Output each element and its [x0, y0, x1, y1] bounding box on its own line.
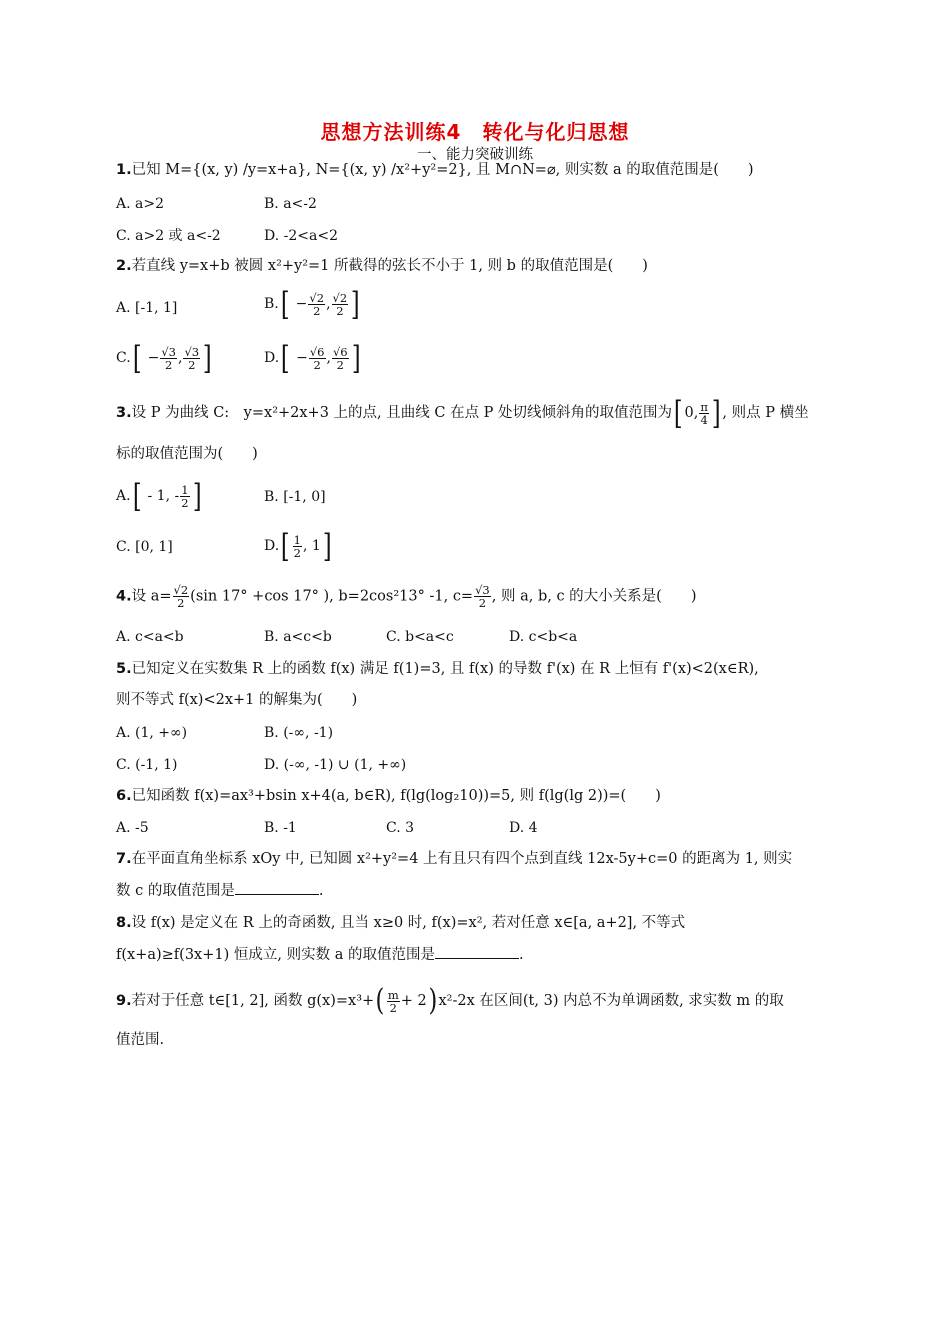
question-9-cont: 值范围. — [116, 1032, 165, 1048]
q1-option-b: B. a<-2 — [264, 196, 317, 212]
question-stem: 已知 M={(x, y) /y=x+a}, N={(x, y) /x²+y²=2}, 且 M∩N=⌀, 则实数 a 的取值范围是( ) — [131, 162, 754, 178]
q4-option-a: A. c<a<b — [116, 629, 184, 645]
q1-option-d: D. -2<a<2 — [264, 228, 338, 244]
section-subtitle: 一、能力突破训练 — [417, 147, 533, 163]
q2-option-b: B.[ − $\frac{√2}{2}$ , $\frac{√2}{2}$ ] — [264, 285, 360, 323]
question-number: 2. — [116, 258, 132, 274]
q5-option-c: C. (-1, 1) — [116, 757, 178, 773]
page-title: 思想方法训练4 转化与化归思想 — [320, 120, 630, 144]
q2-option-a: A. [-1, 1] — [116, 300, 178, 316]
question-stem: 若直线 y=x+b 被圆 x²+y²=1 所截得的弦长不小于 1, 则 b 的取值范围是( ) — [131, 258, 648, 274]
question-7-cont: 数 c 的取值范围是 . — [116, 883, 324, 899]
question-number: 3. — [116, 405, 132, 421]
question-5: 5.已知定义在实数集 R 上的函数 f(x) 满足 f(1)=3, 且 f(x) 的导数 f'(x) 在 R 上恒有 f'(x)<2(x∈R), — [116, 661, 759, 677]
answer-blank[interactable] — [435, 946, 519, 959]
question-8: 8.设 f(x) 是定义在 R 上的奇函数, 且当 x≥0 时, f(x)=x², 若对任意 x∈[a, a+2], 不等式 — [116, 915, 686, 931]
question-number: 9. — [116, 993, 132, 1009]
question-6: 6.已知函数 f(x)=ax³+bsin x+4(a, b∈R), f(lg(log₂10))=5, 则 f(lg(lg 2))=( ) — [116, 788, 661, 804]
question-7: 7.在平面直角坐标系 xOy 中, 已知圆 x²+y²=4 上有且只有四个点到直线 12x-5y+c=0 的距离为 1, 则实 — [116, 851, 793, 867]
question-stem: 设 P 为曲线 C: y=x²+2x+3 上的点, 且曲线 C 在点 P 处切线倾斜角的取值范围为 — [131, 405, 673, 421]
question-3: 3.设 P 为曲线 C: y=x²+2x+3 上的点, 且曲线 C 在点 P 处切线倾斜角的取值范围为[ 0, $\frac{\pi}{4}$ ] , 则点 P 横坐 — [116, 394, 809, 432]
question-9: 9.若对于任意 t∈[1, 2], 函数 g(x)=x³+( $\frac{m}{2}$ + 2)x²-2x 在区间(t, 3) 内总不为单调函数, 求实数 m 的取 — [116, 983, 784, 1018]
q2-option-c: C.[ − $\frac{√3}{2}$ , $\frac{√3}{2}$ ] — [116, 339, 212, 377]
question-8-cont: f(x+a)≥f(3x+1) 恒成立, 则实数 a 的取值范围是 . — [116, 947, 524, 963]
question-3-cont: 标的取值范围为( ) — [116, 446, 258, 462]
q3-option-b: B. [-1, 0] — [264, 489, 326, 505]
q2-option-d: D.[ − $\frac{√6}{2}$ , $\frac{√6}{2}$ ] — [264, 339, 361, 377]
q6-option-a: A. -5 — [116, 820, 149, 836]
question-number: 4. — [116, 588, 132, 605]
question-number: 5. — [116, 661, 132, 677]
q3-option-c: C. [0, 1] — [116, 539, 173, 555]
q5-option-d: D. (-∞, -1) ∪ (1, +∞) — [264, 757, 407, 773]
q5-option-b: B. (-∞, -1) — [264, 725, 334, 741]
question-2 — [116, 257, 648, 275]
q6-option-d: D. 4 — [509, 820, 538, 836]
q1-option-a: A. a>2 — [116, 196, 164, 212]
q4-option-b: B. a<c<b — [264, 629, 332, 645]
q4-option-d: D. c<b<a — [509, 629, 578, 645]
question-number: 1. — [116, 162, 132, 178]
question-number: 6. — [116, 788, 132, 804]
q6-option-c: C. 3 — [386, 820, 415, 836]
question-number: 7. — [116, 851, 132, 867]
q4-option-c: C. b<a<c — [386, 629, 454, 645]
question-1 — [116, 161, 754, 179]
question-4: 4.设 a= $\frac{√2}{2}$ (sin 17° +cos 17° ), b=2cos²13° -1, c= $\frac{√3}{2}$ , 则 a, b, c 的大小关系是( ) — [116, 583, 697, 610]
question-5-cont: 则不等式 f(x)<2x+1 的解集为( ) — [116, 692, 358, 708]
q6-option-b: B. -1 — [264, 820, 297, 836]
q3-option-a: A.[ - 1, - $\frac{1}{2}$ ] — [116, 477, 202, 515]
answer-blank[interactable] — [235, 882, 319, 895]
question-number: 8. — [116, 915, 132, 931]
q5-option-a: A. (1, +∞) — [116, 725, 188, 741]
q3-option-d: D.[ $\frac{1}{2}$ , 1] — [264, 527, 332, 565]
q1-option-c: C. a>2 或 a<-2 — [116, 228, 221, 244]
